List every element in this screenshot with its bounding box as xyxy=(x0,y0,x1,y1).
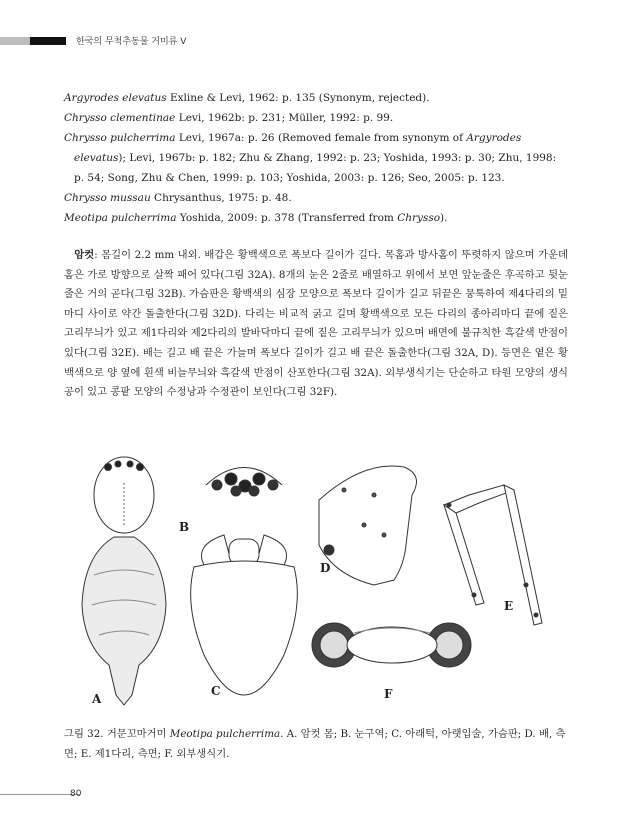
figure-label-c: C xyxy=(211,684,221,698)
page-number: 80 xyxy=(70,789,82,799)
figure-label-f: F xyxy=(384,687,393,701)
header-bar-black xyxy=(30,37,66,45)
figure-label-a: A xyxy=(92,692,102,706)
description-paragraph xyxy=(64,246,568,403)
header-bar-gray xyxy=(0,37,30,45)
drawing-f-epigynum xyxy=(312,623,471,667)
synonym-entry: Chrysso mussau Chrysanthus, 1975: p. 48. xyxy=(64,192,292,204)
figure-caption: 그림 32. 거문꼬마거미 Meotipa pulcherrima. A. 암컷 몸; B. 눈구역; C. 아래턱, 아랫입술, 가슴판; D. 배, 측면; E. 제1다리, 측면; F. 외부생식기. xyxy=(64,728,566,760)
description-text: : 몸길이 2.2 mm 내외. 배갑은 황백색으로 폭보다 길이가 길다. 목홈과 방사홈이 뚜렷하지 않으며 가운데홈은 가로 방향으로 살짝 패어 있다(그림 32A). 8개의 눈은 2줄로 배열하고 위에서 보면 앞눈줄은 후곡하고 뒷눈줄은 거의 곧다(그림 32B). 가슴판은 황백색의 심장 모양으로 폭보다 길이가 길고 뒤끝은 뭉툭하여 제4다리의 밑마디 사이로 약간 돌출한다(그림 32D). 다리는 비교적 굵고 길며 황백색으로 모든 다리의 종아리마디 끝에 짙은 고리무늬가 있고 제1다리와 제2다리의 발바닥마디 끝에 짙은 고리무늬가 있으며 배면에 불규칙한 흑갈색 반점이 있다(그림 32E). 배는 길고 배 끝은 가늘며 폭보다 길이가 길고 배 끝은 돌출한다(그림 32A, D). 등면은 옅은 황백색으로 양 옆에 흰색 비늘무늬와 흑갈색 반점이 산포한다(그림 32A). 외부생식기는 단순하고 타원 모양의 생식공이 있고 콩팥 모양의 수정낭과 수정관이 보인다(그림 32F). xyxy=(64,249,568,399)
description-lead: 암컷 xyxy=(74,249,95,261)
figure-label-d: D xyxy=(320,561,331,575)
figure-drawing xyxy=(64,455,570,717)
figure-label-b: B xyxy=(179,520,190,534)
drawing-e-leg xyxy=(444,485,542,625)
running-header: 한국의 무척추동물 거미류 V xyxy=(76,37,187,47)
synonym-entry: Argyrodes elevatus Exline & Levi, 1962: p. 135 (Synonym, rejected). xyxy=(64,92,430,104)
figure-32 xyxy=(64,455,570,717)
drawing-d-abdomen-lateral xyxy=(319,466,417,585)
synonym-entry: Meotipa pulcherrima Yoshida, 2009: p. 378 (Transferred from Chrysso). xyxy=(64,212,448,224)
synonym-entry: Chrysso clementinae Levi, 1962b: p. 231; Müller, 1992: p. 99. xyxy=(64,112,394,124)
figure-label-e: E xyxy=(504,599,514,613)
drawing-c-sternum xyxy=(191,535,298,695)
drawing-b-eye-region xyxy=(206,468,282,497)
drawing-a-female-body xyxy=(82,457,166,705)
footer-rule xyxy=(0,794,80,795)
synonym-list xyxy=(64,88,564,228)
synonym-entry: Chrysso pulcherrima Levi, 1967a: p. 26 (Removed female from synonym of Argyrodes elevatus); Levi, 1967b: p. 182; Zhu & Zhang, 1992: p. 23; Yoshida, 1993: p. 30; Zhu, 1998: p. 54; Song, Zhu & Chen, 1999: p. 103; Yoshida, 2003: p. 126; Seo, 2005: p. 123. xyxy=(64,132,557,184)
